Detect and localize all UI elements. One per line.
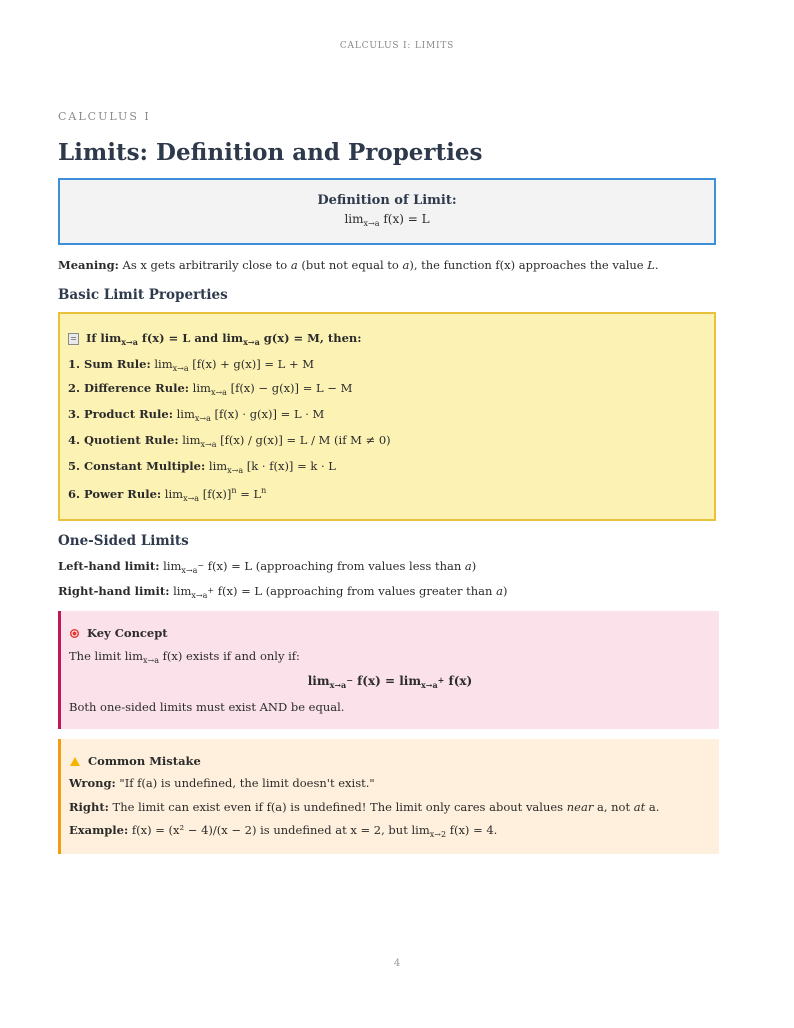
lim-text: lim xyxy=(178,433,201,447)
quotient-rule xyxy=(68,433,391,449)
lim-text: lim xyxy=(169,584,192,598)
definition-formula xyxy=(60,212,714,228)
running-header: CALCULUS I: LIMITS xyxy=(339,41,455,51)
intro-text xyxy=(86,331,362,347)
definition-box xyxy=(58,178,716,245)
right-text: a. xyxy=(645,800,660,814)
right-emphasis: near xyxy=(566,800,594,814)
example-label: Example: xyxy=(69,823,129,837)
side-sign: − xyxy=(197,561,205,570)
rule-label: 4. Quotient Rule: xyxy=(68,433,179,447)
key-concept-header xyxy=(69,626,168,640)
kc-text: f(x) exists if and only if: xyxy=(159,649,300,663)
key-concept-callout xyxy=(58,611,719,729)
meaning-var: a xyxy=(402,258,410,272)
rule-label: 6. Power Rule: xyxy=(68,487,162,501)
side-expr: f(x) = L (approaching from values greater than xyxy=(214,584,497,598)
intro-if: If xyxy=(86,331,101,345)
formula-rest: f(x) = L xyxy=(379,212,430,226)
lim-text: lim xyxy=(189,381,211,395)
side-label: Right-hand limit: xyxy=(58,584,170,598)
lim-text: lim xyxy=(307,674,330,688)
formula-end: f(x) xyxy=(444,674,473,688)
key-concept-note: Both one-sided limits must exist AND be equal. xyxy=(69,700,345,714)
common-mistake-callout xyxy=(58,739,719,854)
rule-expr: [f(x) − g(x)] = L − M xyxy=(226,381,353,395)
sum-rule xyxy=(68,357,314,373)
power-superscript: n xyxy=(261,486,267,495)
page-number: 4 xyxy=(393,958,401,969)
target-icon xyxy=(70,629,79,638)
lim-subscript: x→a xyxy=(200,440,217,449)
side-end: ) xyxy=(471,559,477,573)
rule-label: 5. Constant Multiple: xyxy=(68,459,206,473)
meaning-label: Meaning: xyxy=(58,258,119,272)
example-text: f(x) = (x² − 4)/(x − 2) is undefined at x = 2, but lim xyxy=(128,823,430,837)
properties-intro xyxy=(68,331,362,347)
lim-subscript: x→a xyxy=(121,337,138,347)
lim-subscript: x→a xyxy=(227,466,244,475)
lim-subscript: x→a xyxy=(183,494,200,503)
definition-title: Definition of Limit: xyxy=(317,193,457,208)
lim-subscript xyxy=(329,675,353,690)
side-label: Left-hand limit: xyxy=(58,559,160,573)
meaning-text: (but not equal to xyxy=(297,258,403,272)
power-rule xyxy=(68,486,266,503)
sub-text: x→a xyxy=(421,680,438,690)
common-mistake-header xyxy=(69,754,201,768)
rule-expr: [f(x) · g(x)] = L · M xyxy=(210,407,325,421)
meaning-var: a xyxy=(290,258,298,272)
properties-box xyxy=(58,312,716,521)
example-text: f(x) = 4. xyxy=(446,823,498,837)
wrong-line xyxy=(69,776,375,790)
lim-subscript: x→a xyxy=(194,414,211,423)
meaning-text: As x gets arbitrarily close to xyxy=(118,258,291,272)
intro-mid: f(x) = L and xyxy=(137,331,223,345)
lim-text: lim xyxy=(172,407,195,421)
rule-expr: = L xyxy=(236,487,262,501)
right-label: Right: xyxy=(69,800,109,814)
rule-label: 3. Product Rule: xyxy=(68,407,173,421)
note-icon xyxy=(68,333,79,345)
side-sign: + xyxy=(207,586,215,595)
power-superscript: n xyxy=(231,486,237,495)
intro-end: g(x) = M, then: xyxy=(259,331,362,345)
lim-subscript: x→a xyxy=(363,219,380,228)
side-var: a xyxy=(464,559,472,573)
lim-text: lim xyxy=(161,487,184,501)
rule-expr: [f(x)] xyxy=(199,487,232,501)
one-sided-heading: One-Sided Limits xyxy=(58,533,189,549)
lim-subscript xyxy=(421,675,445,690)
meaning-var: L xyxy=(647,258,655,272)
lim-text: lim xyxy=(159,559,182,573)
rule-expr: [f(x) / g(x)] = L / M (if M ≠ 0) xyxy=(216,433,391,447)
formula-mid: f(x) = lim xyxy=(352,674,422,688)
side-expr: f(x) = L (approaching from values less than xyxy=(204,559,465,573)
rule-label: 2. Difference Rule: xyxy=(68,381,190,395)
sub-text: x→a xyxy=(329,680,347,690)
lim-subscript: x→a xyxy=(172,364,189,373)
wrong-text: "If f(a) is undefined, the limit doesn't exist." xyxy=(115,776,375,790)
page-title: Limits: Definition and Properties xyxy=(58,139,483,166)
right-text: a, not xyxy=(593,800,634,814)
side-end: ) xyxy=(502,584,508,598)
lim-subscript: x→a xyxy=(143,656,159,665)
left-hand-limit xyxy=(58,559,476,575)
key-concept-title: Key Concept xyxy=(87,626,168,640)
sub-text: x→a xyxy=(191,591,208,600)
side-sign: − xyxy=(346,675,353,685)
lim-subscript: x→2 xyxy=(429,830,447,839)
difference-rule xyxy=(68,381,352,397)
lim-text: lim xyxy=(344,212,364,226)
side-var: a xyxy=(496,584,503,598)
meaning-text: . xyxy=(654,258,659,272)
rule-expr: [f(x) + g(x)] = L + M xyxy=(188,357,315,371)
meaning-paragraph xyxy=(58,258,659,272)
sub-text: x→a xyxy=(181,566,198,575)
key-concept-formula xyxy=(61,674,719,690)
wrong-label: Wrong: xyxy=(69,776,116,790)
lim-text: lim xyxy=(150,357,173,371)
common-mistake-title: Common Mistake xyxy=(88,754,201,768)
rule-label: 1. Sum Rule: xyxy=(68,357,151,371)
properties-heading: Basic Limit Properties xyxy=(58,287,228,303)
lim-text: lim xyxy=(222,331,244,345)
constant-multiple-rule xyxy=(68,459,336,475)
kc-text: The limit lim xyxy=(69,649,144,663)
example-line xyxy=(69,823,497,839)
warning-icon xyxy=(70,757,80,766)
meaning-text: ), the function f(x) approaches the value xyxy=(409,258,648,272)
side-sign: + xyxy=(437,675,445,685)
lim-subscript xyxy=(191,586,215,600)
right-emphasis: at xyxy=(633,800,646,814)
right-hand-limit xyxy=(58,584,507,600)
lim-subscript: x→a xyxy=(243,337,260,347)
rule-expr: [k · f(x)] = k · L xyxy=(243,459,336,473)
lim-text: lim xyxy=(205,459,228,473)
right-line xyxy=(69,800,659,814)
right-text: The limit can exist even if f(a) is undefined! The limit only cares about values xyxy=(108,800,567,814)
key-concept-line xyxy=(69,649,300,665)
lim-subscript xyxy=(181,561,205,575)
lim-subscript: x→a xyxy=(210,388,227,397)
section-kicker: CALCULUS I xyxy=(58,110,151,123)
lim-text: lim xyxy=(100,331,122,345)
product-rule xyxy=(68,407,324,423)
